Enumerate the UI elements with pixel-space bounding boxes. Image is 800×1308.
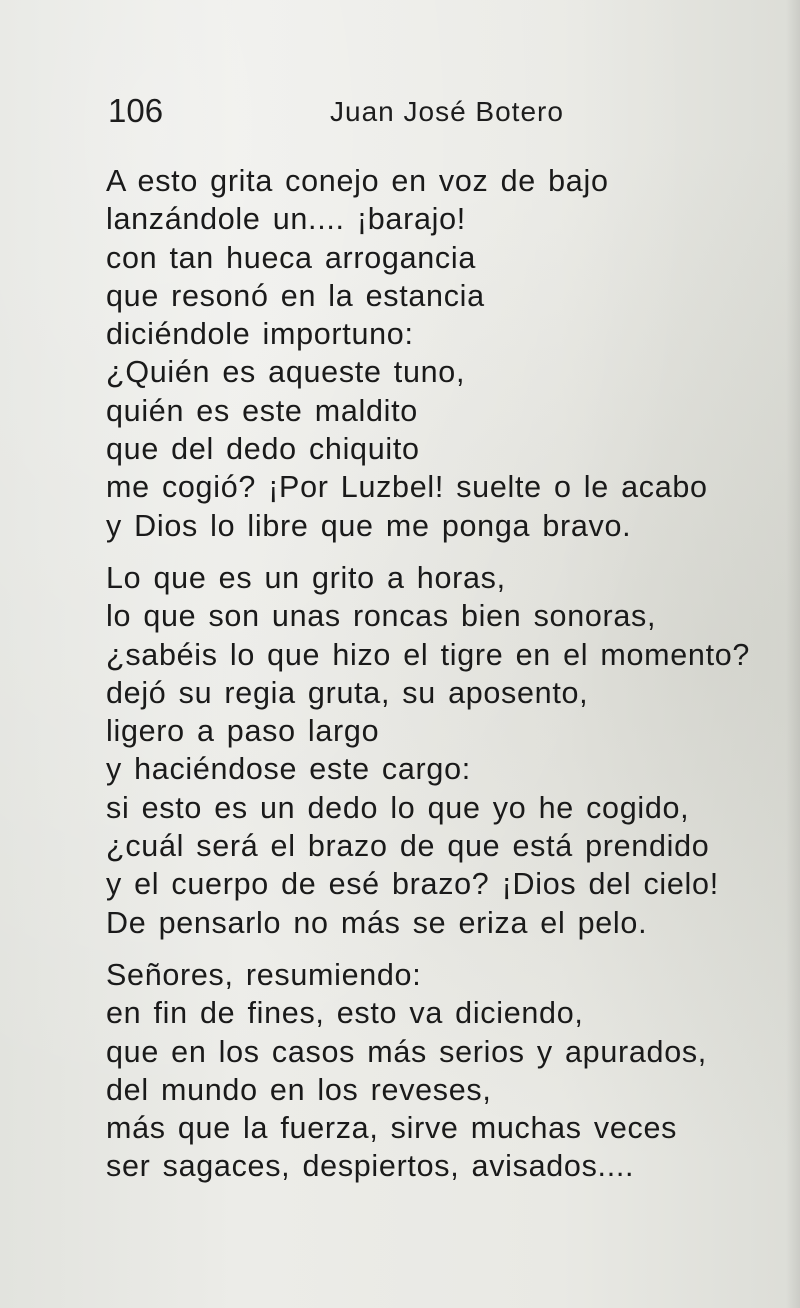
page-number: 106 — [108, 92, 164, 129]
page-edge-shadow — [786, 0, 800, 1308]
verse-line: que del dedo chiquito — [106, 432, 420, 467]
verse-line: más que la fuerza, sirve muchas veces — [106, 1111, 678, 1146]
verse-line: ¿cuál será el brazo de que está prendido — [106, 829, 710, 864]
verse-line: De pensarlo no más se eriza el pelo. — [106, 905, 648, 940]
verse-line: si esto es un dedo lo que yo he cogido, — [106, 790, 690, 825]
poem-body — [106, 162, 786, 1200]
verse-line: y el cuerpo de esé brazo? ¡Dios del cielo! — [106, 867, 719, 902]
verse-line: ¿sabéis lo que hizo el tigre en el momento? — [106, 637, 751, 672]
verse-line: con tan hueca arrogancia — [106, 240, 477, 275]
verse-line: ser sagaces, despiertos, avisados.... — [106, 1149, 635, 1184]
verse-line: lanzándole un.... ¡barajo! — [106, 202, 466, 237]
stanza — [106, 162, 786, 545]
verse-line: ligero a paso largo — [106, 714, 380, 749]
verse-line: lo que son unas roncas bien sonoras, — [106, 599, 657, 634]
verse-line: A esto grita conejo en voz de bajo — [106, 164, 609, 198]
running-head: Juan José Botero — [330, 96, 564, 127]
verse-line: me cogió? ¡Por Luzbel! suelte o le acabo — [106, 470, 708, 505]
stanza — [106, 559, 786, 942]
verse-line: dejó su regia gruta, su aposento, — [106, 675, 589, 710]
verse-line: diciéndole importuno: — [106, 317, 414, 352]
verse-line: del mundo en los reveses, — [106, 1072, 492, 1107]
verse-line: y haciéndose este cargo: — [106, 752, 471, 787]
verse-line: y Dios lo libre que me ponga bravo. — [106, 508, 632, 543]
verse-line: en fin de fines, esto va diciendo, — [106, 996, 584, 1031]
verse-line: que en los casos más serios y apurados, — [106, 1034, 707, 1069]
verse-line: Lo que es un grito a horas, — [106, 560, 506, 595]
page-header — [108, 92, 708, 132]
verse-line: ¿Quién es aqueste tuno, — [106, 355, 466, 390]
verse-line: quién es este maldito — [106, 393, 418, 428]
verse-line: que resonó en la estancia — [106, 278, 485, 313]
verse-line: Señores, resumiendo: — [106, 957, 422, 992]
stanza — [106, 956, 786, 1186]
